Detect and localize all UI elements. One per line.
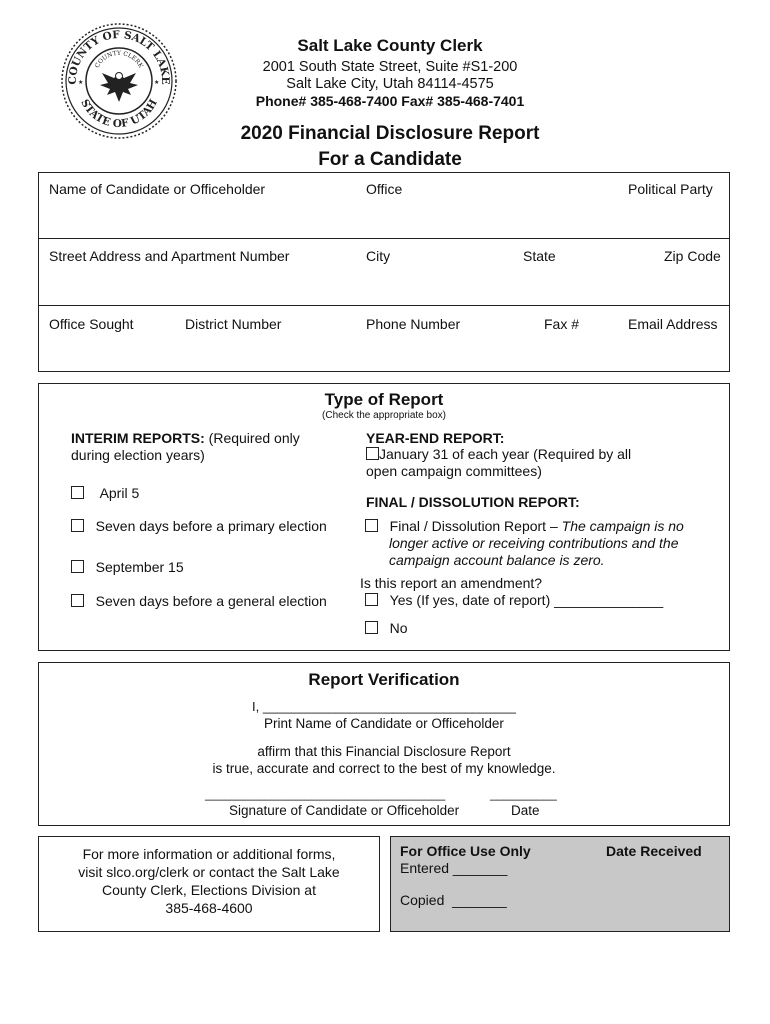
svg-text:★: ★ [78,80,84,86]
option-general-election[interactable]: Seven days before a general election [71,593,327,609]
copied-field: Copied _______ [400,892,507,908]
phone-field-label[interactable]: Phone Number [366,316,461,332]
option-primary-election[interactable]: Seven days before a primary election [71,518,327,534]
checkbox-icon[interactable] [365,621,378,634]
info-box [38,836,380,932]
option-january-31[interactable]: January 31 of each year (Required by all [366,446,631,462]
yearend-note: open campaign committees) [366,463,542,479]
report-type-section [38,383,730,651]
name-field-label[interactable]: Name of Candidate or Officeholder [49,181,266,197]
office-use-title: For Office Use Only [400,843,531,859]
option-amend-no[interactable]: No [365,620,408,636]
entered-field: Entered _______ [400,860,508,876]
info-line: County Clerk, Elections Division at [102,882,316,898]
candidate-info-section [38,172,730,372]
option-september-15[interactable]: September 15 [71,559,184,575]
city-field-label[interactable]: City [366,248,391,264]
interim-heading: INTERIM REPORTS: (Required only [71,430,300,446]
option-april-5[interactable]: April 5 [71,485,139,501]
date-line[interactable]: __________ [490,787,557,801]
svg-text:STATE OF UTAH: STATE OF UTAH [78,97,160,131]
svg-text:★: ★ [154,80,160,86]
verification-title: Report Verification [308,670,460,689]
info-text [39,845,379,917]
clerk-address-line-1: 2001 South State Street, Suite #S1-200 [262,59,518,75]
street-field-label[interactable]: Street Address and Apartment Number [49,248,290,264]
clerk-address-line-2: Salt Lake City, Utah 84114-4575 [286,76,494,92]
clerk-office-name: Salt Lake County Clerk [297,36,483,55]
form-subtitle: For a Candidate [318,149,462,170]
svg-text:COUNTY OF SALT LAKE: COUNTY OF SALT LAKE [66,28,172,85]
info-line: visit slco.org/clerk or contact the Salt Lake [78,864,340,880]
affirm-line-2: is true, accurate and correct to the best of my knowledge. [212,761,556,776]
checkbox-icon[interactable] [365,593,378,606]
report-type-subtitle: (Check the appropriate box) [322,410,446,421]
info-line: For more information or additional forms, [82,846,336,862]
checkbox-icon[interactable] [71,594,84,607]
amendment-question: Is this report an amendment? [360,575,543,591]
form-title: 2020 Financial Disclosure Report [240,123,540,144]
info-phone: 385-468-4600 [165,900,253,916]
email-field-label[interactable]: Email Address [628,316,718,332]
print-name-label: Print Name of Candidate or Officeholder [264,716,504,731]
office-use-box [390,836,730,932]
fax-field-label[interactable]: Fax # [544,316,580,332]
svg-text:COUNTY CLERK: COUNTY CLERK [93,49,145,70]
zip-field-label[interactable]: Zip Code [664,248,721,264]
checkbox-icon[interactable] [71,486,84,499]
interim-note: during election years) [71,447,205,463]
checkbox-icon[interactable] [71,560,84,573]
date-label: Date [511,803,540,818]
option-amend-yes[interactable]: Yes (If yes, date of report) ______________ [365,592,663,608]
option-final-dissolution[interactable]: Final / Dissolution Report – The campaign is no longer active or receiving contributions and the campaign account balance is zero. [365,518,725,569]
office-sought-field-label[interactable]: Office Sought [49,316,134,332]
state-field-label[interactable]: State [523,248,556,264]
checkbox-icon[interactable] [71,519,84,532]
county-seal-logo [60,22,178,140]
clerk-phone-fax: Phone# 385-468-7400 Fax# 385-468-7401 [255,93,525,109]
date-received-label: Date Received [606,843,702,859]
final-heading: FINAL / DISSOLUTION REPORT: [366,494,580,510]
verification-section [38,662,730,826]
checkbox-icon[interactable] [365,519,378,532]
signature-line[interactable]: ____________________________________ [205,787,446,801]
yearend-heading: YEAR-END REPORT: [366,430,505,446]
district-field-label[interactable]: District Number [185,316,282,332]
print-name-line[interactable]: I, ___________________________________ [252,699,516,714]
office-field-label[interactable]: Office [366,181,403,197]
party-field-label[interactable]: Political Party [628,181,713,197]
affirm-line-1: affirm that this Financial Disclosure Report [257,744,511,759]
report-type-title: Type of Report [324,390,444,409]
checkbox-icon[interactable] [366,447,379,460]
signature-label: Signature of Candidate or Officeholder [229,803,460,818]
